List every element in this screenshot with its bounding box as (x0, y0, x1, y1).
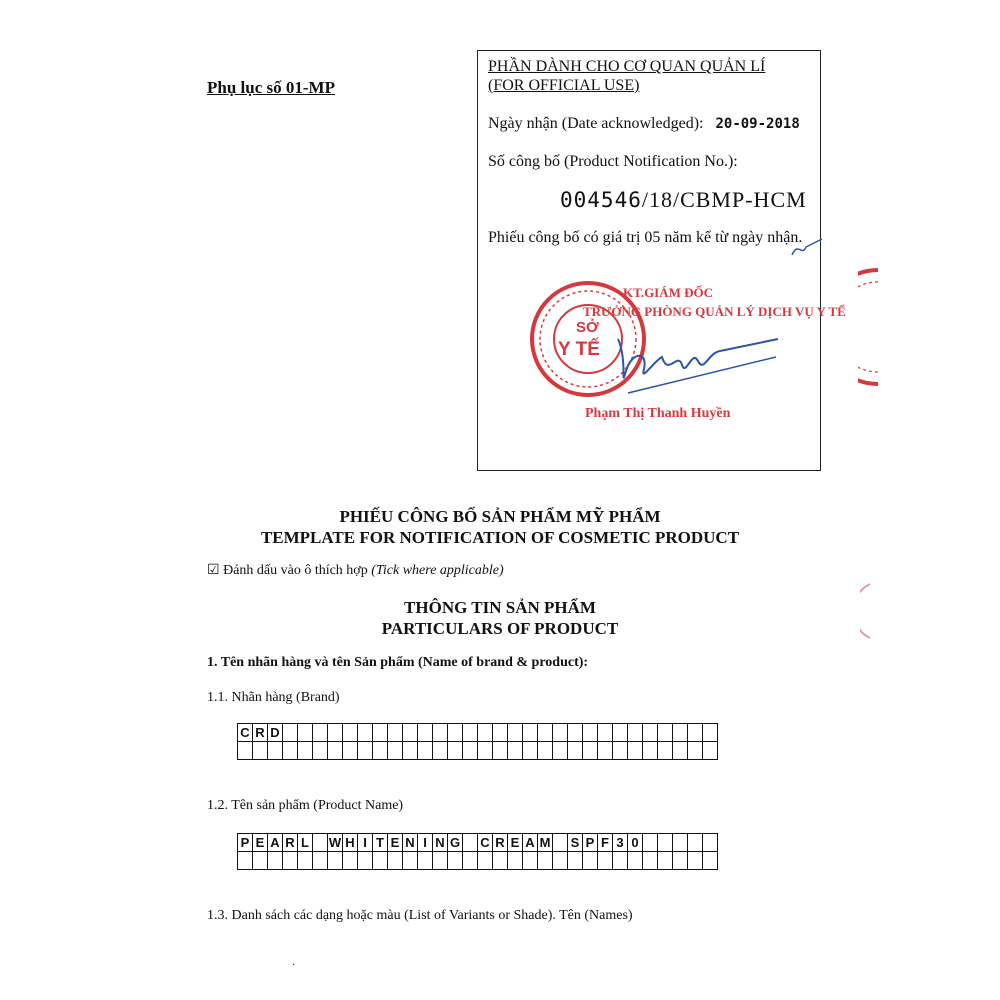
brand-grid (237, 723, 718, 760)
grid-cell (283, 742, 298, 760)
grid-cell (688, 852, 703, 870)
grid-cell (493, 742, 508, 760)
seal-edge-icon (858, 268, 878, 386)
grid-cell (373, 742, 388, 760)
grid-cell (613, 852, 628, 870)
form-title-en: TEMPLATE FOR NOTIFICATION OF COSMETIC PRODUCT (260, 528, 740, 547)
date-acknowledged (488, 115, 800, 133)
section-title-vi: THÔNG TIN SẢN PHẨM (404, 598, 596, 617)
grid-cell: E (388, 834, 403, 852)
grid-cell (373, 724, 388, 742)
grid-cell (628, 742, 643, 760)
grid-cell (688, 834, 703, 852)
notification-number-label: Số công bố (Product Notification No.): (488, 153, 738, 170)
grid-cell (343, 742, 358, 760)
tick-text-en: (Tick where applicable) (371, 563, 504, 578)
grid-cell (313, 852, 328, 870)
grid-cell: N (433, 834, 448, 852)
grid-cell (598, 724, 613, 742)
grid-cell (538, 852, 553, 870)
grid-cell (583, 742, 598, 760)
section-title (0, 597, 1000, 639)
grid-cell (448, 742, 463, 760)
grid-cell: P (238, 834, 253, 852)
grid-cell: M (538, 834, 553, 852)
signer-name: Phạm Thị Thanh Huyền (585, 406, 731, 421)
grid-cell (583, 724, 598, 742)
grid-cell: N (403, 834, 418, 852)
notification-number-digits: 004546 (560, 188, 642, 212)
date-value: 20-09-2018 (715, 116, 800, 132)
grid-cell (358, 724, 373, 742)
grid-cell (448, 724, 463, 742)
grid-cell (523, 852, 538, 870)
grid-cell (328, 742, 343, 760)
signer-title (583, 283, 846, 321)
seal-text-so: SỞ (576, 319, 599, 336)
grid-cell: W (328, 835, 342, 850)
grid-cell (688, 724, 703, 742)
grid-cell: I (418, 834, 433, 852)
grid-cell: E (508, 834, 523, 852)
grid-cell (463, 852, 478, 870)
product-name-label: 1.2. Tên sản phẩm (Product Name) (207, 798, 404, 813)
notification-number (560, 187, 807, 213)
signer-title-line2: TRƯỞNG PHÒNG QUẢN LÝ DỊCH VỤ Y TẾ (583, 304, 846, 319)
grid-cell (628, 724, 643, 742)
grid-cell (463, 834, 478, 852)
grid-cell (433, 742, 448, 760)
date-label: Ngày nhận (Date acknowledged): (488, 115, 704, 132)
grid-cell: I (358, 834, 373, 852)
tick-text: Đánh dấu vào ô thích hợp (223, 563, 372, 578)
grid-cell (673, 834, 688, 852)
grid-cell (463, 724, 478, 742)
grid-cell (478, 852, 493, 870)
grid-cell (658, 724, 673, 742)
grid-cell (658, 852, 673, 870)
grid-cell (313, 724, 328, 742)
question-1-label: 1. Tên nhãn hàng và tên Sản phẩm (Name of brand & product): (207, 655, 589, 670)
grid-cell (388, 852, 403, 870)
grid-cell: G (448, 834, 463, 852)
grid-cell (358, 742, 373, 760)
grid-cell (298, 742, 313, 760)
grid-cell (703, 834, 718, 852)
form-title (0, 506, 1000, 548)
grid-cell (253, 852, 268, 870)
grid-cell (688, 742, 703, 760)
grid-cell (283, 852, 298, 870)
grid-cell (568, 724, 583, 742)
grid-cell (313, 834, 328, 852)
grid-cell: R (493, 834, 508, 852)
official-use-header (488, 57, 765, 95)
grid-cell (403, 724, 418, 742)
grid-cell: T (373, 834, 388, 852)
grid-cell (508, 742, 523, 760)
grid-cell: A (523, 834, 538, 852)
grid-cell (658, 742, 673, 760)
grid-cell: A (268, 834, 283, 852)
grid-cell (268, 852, 283, 870)
variants-label: 1.3. Danh sách các dạng hoặc màu (List of Variants or Shade). Tên (Names) (207, 908, 633, 923)
brand-label: 1.1. Nhãn hàng (Brand) (207, 690, 340, 705)
grid-cell: D (268, 724, 283, 742)
grid-cell (553, 834, 568, 852)
grid-cell: E (253, 834, 268, 852)
grid-cell (358, 852, 373, 870)
grid-cell: P (583, 834, 598, 852)
official-use-box (477, 50, 846, 471)
grid-cell (598, 742, 613, 760)
grid-cell (313, 742, 328, 760)
tick-instruction (207, 562, 504, 579)
grid-cell (298, 852, 313, 870)
grid-cell (388, 724, 403, 742)
official-header-line1: PHẦN DÀNH CHO CƠ QUAN QUẢN LÍ (488, 58, 766, 75)
initial-mark-icon (790, 235, 824, 259)
grid-cell (538, 724, 553, 742)
checkbox-checked-icon: ☑ (207, 563, 220, 578)
grid-cell (643, 742, 658, 760)
grid-cell: R (283, 834, 298, 852)
grid-cell (628, 852, 643, 870)
grid-cell (673, 724, 688, 742)
grid-cell (523, 742, 538, 760)
grid-cell: F (598, 834, 613, 852)
grid-cell (583, 852, 598, 870)
grid-cell (613, 724, 628, 742)
grid-cell (418, 742, 433, 760)
grid-cell (553, 852, 568, 870)
stray-mark: · (292, 960, 296, 971)
seal-text-yte: Y TẾ (558, 339, 600, 360)
grid-cell (298, 724, 313, 742)
grid-cell (508, 724, 523, 742)
grid-cell (238, 742, 253, 760)
grid-cell (673, 852, 688, 870)
grid-cell (613, 742, 628, 760)
grid-cell: H (343, 834, 358, 852)
grid-cell (238, 852, 253, 870)
grid-cell: 3 (613, 834, 628, 852)
grid-cell (568, 852, 583, 870)
grid-cell (343, 852, 358, 870)
validity-note: Phiếu công bố có giá trị 05 năm kể từ ngày nhận. (488, 229, 803, 246)
grid-row (238, 834, 718, 852)
grid-cell (268, 742, 283, 760)
grid-cell: R (253, 724, 268, 742)
grid-cell (253, 742, 268, 760)
grid-cell: C (238, 724, 253, 742)
notification-number-suffix: /18/CBMP-HCM (641, 187, 807, 212)
grid-cell (643, 852, 658, 870)
grid-cell (703, 852, 718, 870)
grid-cell (478, 724, 493, 742)
grid-cell: L (298, 834, 313, 852)
grid-cell (463, 742, 478, 760)
grid-cell (403, 742, 418, 760)
grid-row (238, 742, 718, 760)
grid-cell (328, 724, 343, 742)
grid-cell (418, 852, 433, 870)
signer-title-line1: KT.GIÁM ĐỐC (623, 285, 714, 300)
form-title-vi: PHIẾU CÔNG BỐ SẢN PHẨM MỸ PHẨM (339, 507, 661, 526)
section-title-en: PARTICULARS OF PRODUCT (381, 619, 619, 638)
grid-cell (523, 724, 538, 742)
official-header-line2: (FOR OFFICIAL USE) (488, 77, 640, 94)
grid-cell (418, 724, 433, 742)
grid-cell (553, 742, 568, 760)
grid-cell (703, 724, 718, 742)
grid-cell (448, 852, 463, 870)
grid-row (238, 724, 718, 742)
grid-cell (598, 852, 613, 870)
grid-cell: 0 (628, 834, 643, 852)
appendix-label: Phụ lục số 01-MP (207, 78, 335, 97)
product-name-grid (237, 833, 718, 870)
grid-cell (553, 724, 568, 742)
grid-cell (538, 742, 553, 760)
signature-icon (608, 321, 798, 401)
grid-cell (568, 742, 583, 760)
grid-cell (508, 852, 523, 870)
grid-cell (433, 724, 448, 742)
grid-cell (283, 724, 298, 742)
grid-cell (373, 852, 388, 870)
grid-cell (478, 742, 493, 760)
grid-cell (493, 724, 508, 742)
grid-cell: S (568, 834, 583, 852)
grid-cell (643, 724, 658, 742)
grid-cell (673, 742, 688, 760)
grid-cell (388, 742, 403, 760)
grid-cell (328, 852, 343, 870)
grid-cell (493, 852, 508, 870)
grid-cell (703, 742, 718, 760)
grid-row (238, 852, 718, 870)
grid-cell (343, 724, 358, 742)
grid-cell (403, 852, 418, 870)
grid-cell (643, 834, 658, 852)
grid-cell: C (478, 834, 493, 852)
grid-cell (433, 852, 448, 870)
grid-cell (658, 834, 673, 852)
